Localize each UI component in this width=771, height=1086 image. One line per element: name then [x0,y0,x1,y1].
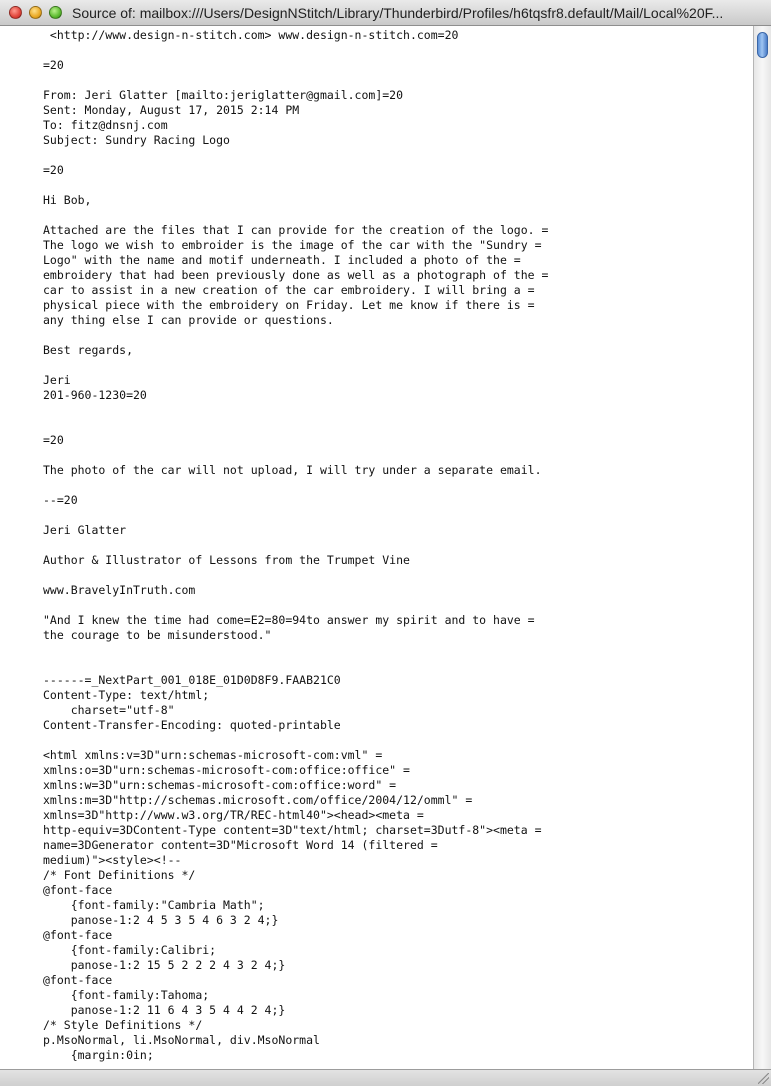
status-bar [0,1069,771,1086]
source-line: --=20 [43,493,78,507]
window-title: Source of: mailbox:///Users/DesignNStitch/Library/Thunderbird/Profiles/h6tqsfr8.default/Mail/Local%20F... [72,5,724,21]
source-line: p.MsoNormal, li.MsoNormal, div.MsoNormal [43,1033,320,1047]
source-line: the courage to be misunderstood." [43,628,272,642]
vertical-scrollbar-thumb[interactable] [757,32,768,58]
source-line: {font-family:Calibri; [43,943,217,957]
source-line: =20 [43,58,64,72]
source-line: physical piece with the embroidery on Friday. Let me know if there is = [43,298,535,312]
source-line: =20 [43,433,64,447]
source-line: Logo" with the name and motif underneath. I included a photo of the = [43,253,521,267]
source-line: From: Jeri Glatter [mailto:jeriglatter@gmail.com]=20 [43,88,404,102]
zoom-window-button[interactable] [49,6,62,19]
source-line: Best regards, [43,343,134,357]
source-line: /* Style Definitions */ [43,1018,203,1032]
source-line: Sent: Monday, August 17, 2015 2:14 PM [43,103,300,117]
close-window-button[interactable] [9,6,22,19]
source-line: xmlns:o=3D"urn:schemas-microsoft-com:office:office" = [43,763,410,777]
source-line: embroidery that had been previously done as well as a photograph of the = [43,268,549,282]
source-line: Content-Transfer-Encoding: quoted-printable [43,718,341,732]
source-line: car to assist in a new creation of the car embroidery. I will bring a = [43,283,535,297]
source-line: charset="utf-8" [43,703,175,717]
resize-grip-icon[interactable] [758,1073,769,1084]
source-line: @font-face [43,973,113,987]
source-line: Jeri Glatter [43,523,127,537]
source-line: The logo we wish to embroider is the image of the car with the "Sundry = [43,238,542,252]
source-line: www.BravelyInTruth.com [43,583,196,597]
source-line: Content-Type: text/html; [43,688,210,702]
source-line: panose-1:2 15 5 2 2 2 4 3 2 4;} [43,958,286,972]
source-line: {margin:0in; [43,1048,154,1062]
source-line: ------=_NextPart_001_018E_01D0D8F9.FAAB21C0 [43,673,341,687]
minimize-window-button[interactable] [29,6,42,19]
source-line: @font-face [43,883,113,897]
source-line: any thing else I can provide or questions. [43,313,334,327]
source-line: medium)"><style><!-- [43,853,182,867]
source-line: Subject: Sundry Racing Logo [43,133,230,147]
source-line: name=3DGenerator content=3D"Microsoft Word 14 (filtered = [43,838,438,852]
source-line: The photo of the car will not upload, I will try under a separate email. [43,463,542,477]
message-source-text [0,28,753,1063]
source-line: <html xmlns:v=3D"urn:schemas-microsoft-com:vml" = [43,748,383,762]
source-line: Attached are the files that I can provide for the creation of the logo. = [43,223,549,237]
source-line: panose-1:2 4 5 3 5 4 6 3 2 4;} [43,913,279,927]
source-line: /* Font Definitions */ [43,868,196,882]
source-line: xmlns:m=3D"http://schemas.microsoft.com/office/2004/12/omml" = [43,793,473,807]
source-line: panose-1:2 11 6 4 3 5 4 4 2 4;} [43,1003,286,1017]
vertical-scrollbar[interactable] [753,26,771,1069]
source-line: Author & Illustrator of Lessons from the Trumpet Vine [43,553,410,567]
source-line: xmlns:w=3D"urn:schemas-microsoft-com:office:word" = [43,778,397,792]
source-line: Hi Bob, [43,193,92,207]
source-line: xmlns=3D"http://www.w3.org/TR/REC-html40"><head><meta = [43,808,424,822]
source-line: 201-960-1230=20 [43,388,147,402]
source-line: To: fitz@dnsnj.com [43,118,168,132]
source-line: "And I knew the time had come=E2=80=94to answer my spirit and to have = [43,613,535,627]
message-source-pane[interactable] [0,26,753,1069]
source-line: Jeri [43,373,71,387]
source-line: {font-family:"Cambria Math"; [43,898,265,912]
source-line: {font-family:Tahoma; [43,988,210,1002]
source-line: <http://www.design-n-stitch.com> www.design-n-stitch.com=20 [43,28,459,42]
title-bar[interactable] [0,0,771,26]
source-line: @font-face [43,928,113,942]
source-line: =20 [43,163,64,177]
source-line: http-equiv=3DContent-Type content=3D"text/html; charset=3Dutf-8"><meta = [43,823,542,837]
